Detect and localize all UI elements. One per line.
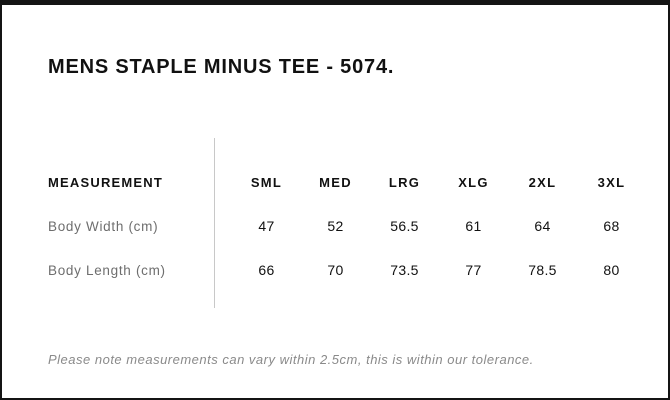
- row-label-body-width: Body Width (cm): [48, 218, 159, 234]
- body-width-2xl: 64: [534, 218, 551, 234]
- body-width-med: 52: [327, 218, 344, 234]
- body-width-xlg: 61: [465, 218, 482, 234]
- row-label-body-length: Body Length (cm): [48, 262, 166, 278]
- tolerance-note: Please note measurements can vary within 2.5cm, this is within our tolerance.: [48, 352, 534, 367]
- body-width-3xl: 68: [603, 218, 620, 234]
- size-chart-header-row: [48, 160, 646, 204]
- size-chart-table: [48, 160, 646, 292]
- measurement-column-header: MEASUREMENT: [48, 174, 164, 190]
- body-length-sml: 66: [258, 262, 275, 278]
- body-length-med: 70: [327, 262, 344, 278]
- size-header-med: MED: [319, 174, 352, 190]
- size-header-3xl: 3XL: [597, 174, 626, 190]
- body-length-2xl: 78.5: [528, 262, 557, 278]
- table-row-body-width: [48, 204, 646, 248]
- size-header-lrg: LRG: [388, 174, 421, 190]
- page-title: MENS STAPLE MINUS TEE - 5074.: [48, 56, 395, 78]
- body-length-lrg: 73.5: [390, 262, 419, 278]
- size-header-2xl: 2XL: [528, 174, 557, 190]
- size-header-sml: SML: [250, 174, 283, 190]
- body-length-xlg: 77: [465, 262, 482, 278]
- body-length-3xl: 80: [603, 262, 620, 278]
- body-width-sml: 47: [258, 218, 275, 234]
- size-header-xlg: XLG: [458, 174, 489, 190]
- table-row-body-length: [48, 248, 646, 292]
- body-width-lrg: 56.5: [390, 218, 419, 234]
